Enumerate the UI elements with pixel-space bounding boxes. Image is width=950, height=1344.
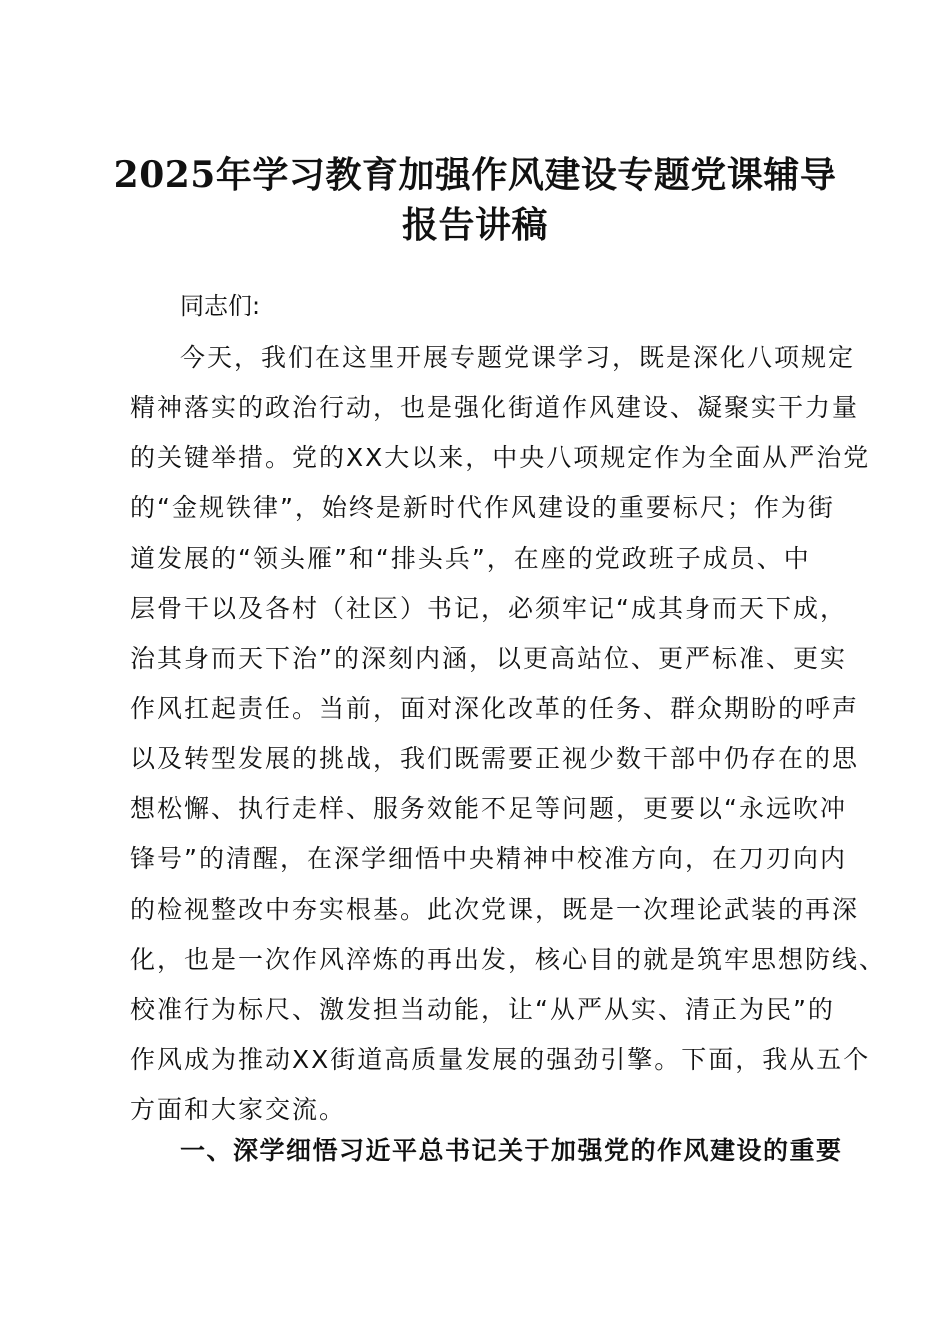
- paragraph-line: 的关键举措。党的XX大以来，中央八项规定作为全面从严治党: [130, 443, 871, 473]
- body-paragraph: [130, 333, 887, 1135]
- paragraph-line: 的“金规铁律”，始终是新时代作风建设的重要标尺；作为街: [130, 493, 835, 523]
- section-heading: 一、深学细悟习近平总书记关于加强党的作风建设的重要: [180, 1136, 843, 1165]
- paragraph-line: 层骨干以及各村（社区）书记，必须牢记“成其身而天下成，: [130, 593, 847, 623]
- paragraph-line: 治其身而天下治”的深刻内涵，以更高站位、更严标准、更实: [130, 643, 847, 673]
- salutation: 同志们:: [180, 292, 261, 320]
- paragraph-line: 锋号”的清醒，在深学细悟中央精神中校准方向，在刀刃向内: [130, 844, 847, 874]
- paragraph-line: 精神落实的政治行动，也是强化街道作风建设、凝聚实干力量: [130, 393, 860, 423]
- document-title-line-1: 2025年学习教育加强作风建设专题党课辅导: [113, 154, 837, 196]
- paragraph-line: 今天，我们在这里开展专题党课学习，既是深化八项规定: [180, 343, 856, 372]
- paragraph-line: 化，也是一次作风淬炼的再出发，核心目的就是筑牢思想防线、: [130, 944, 887, 974]
- paragraph-line: 作风扛起责任。当前，面对深化改革的任务、群众期盼的呼声: [130, 693, 860, 723]
- paragraph-line: 方面和大家交流。: [130, 1095, 347, 1125]
- paragraph-line: 道发展的“领头雁”和“排头兵”，在座的党政班子成员、中: [130, 543, 811, 573]
- document-title-line-2: 报告讲稿: [401, 204, 548, 246]
- paragraph-line: 想松懈、执行走样、服务效能不足等问题，更要以“永远吹冲: [130, 794, 847, 824]
- paragraph-line: 的检视整改中夯实根基。此次党课，既是一次理论武装的再深: [130, 894, 860, 924]
- paragraph-line: 以及转型发展的挑战，我们既需要正视少数干部中仍存在的思: [130, 744, 860, 774]
- paragraph-line: 作风成为推动XX街道高质量发展的强劲引擎。下面，我从五个: [130, 1044, 871, 1074]
- paragraph-line: 校准行为标尺、激发担当动能，让“从严从实、清正为民”的: [130, 994, 835, 1024]
